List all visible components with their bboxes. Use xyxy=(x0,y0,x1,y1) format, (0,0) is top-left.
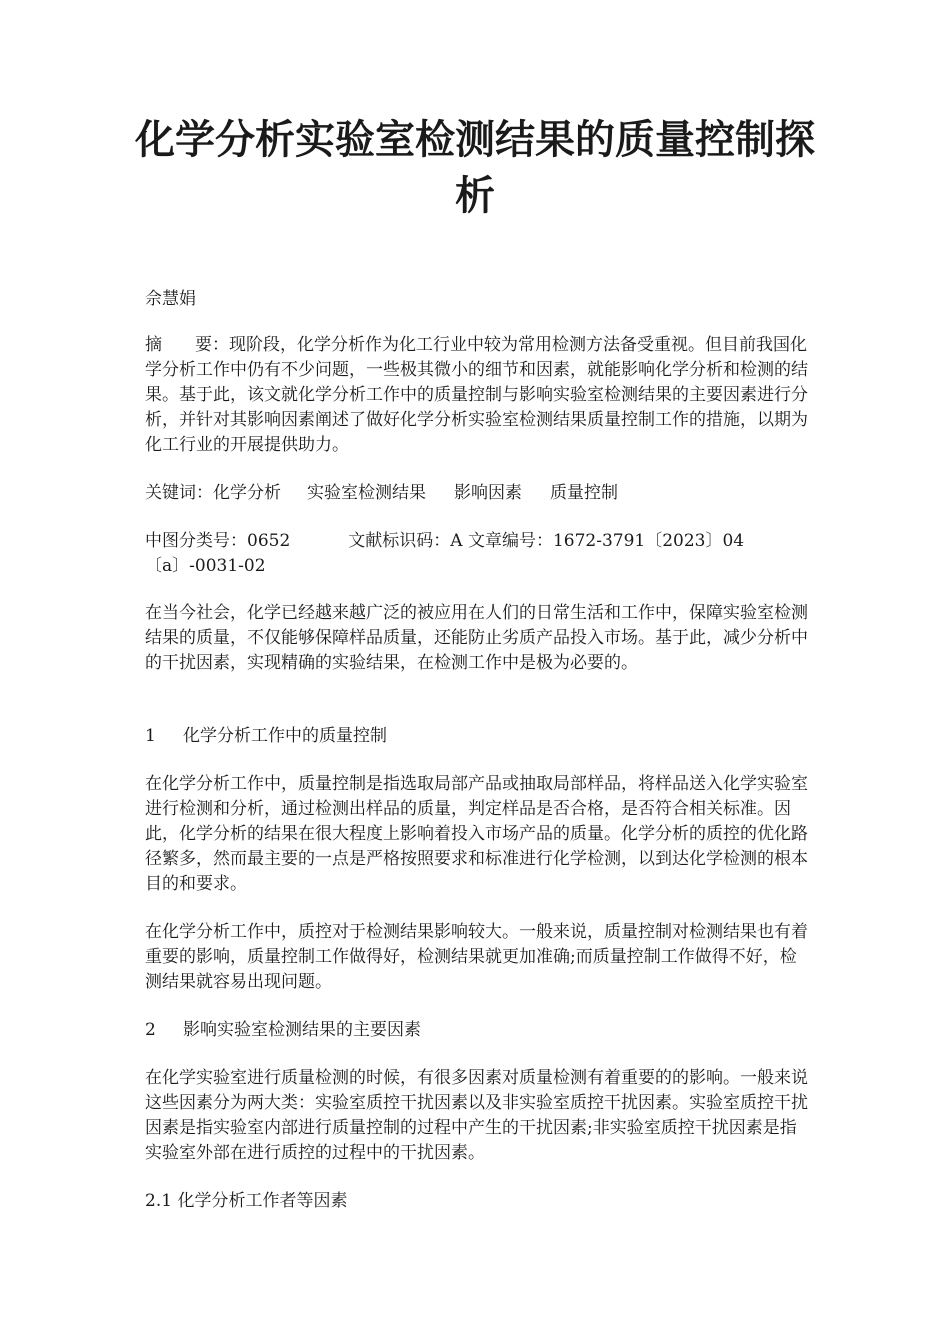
author-name: 佘慧娟 xyxy=(145,289,196,309)
intro-paragraph: 在当今社会，化学已经越来越广泛的被应用在人们的日常生活和工作中，保障实验室检测结果的质量，不仅能够保障样品质量，还能防止劣质产品投入市场。基于此，减少分析中的干扰因素，实现精确的实验结果，在检测工作中是极为必要的。 xyxy=(145,603,808,673)
abstract-label-a: 摘 xyxy=(145,335,162,355)
section-number: 2 xyxy=(145,1020,156,1040)
keyword-item: 化学分析 xyxy=(213,483,281,503)
body-paragraph: 在化学分析工作中，质控对于检测结果影响较大。一般来说，质量控制对检测结果也有着重要的影响，质量控制工作做得好，检测结果就更加准确;而质量控制工作做得不好，检测结果就容易出现问题。 xyxy=(145,922,808,992)
keyword-item: 实验室检测结果 xyxy=(307,483,426,503)
clc-number: 中图分类号：0652 xyxy=(145,531,291,551)
abstract-paragraph xyxy=(145,333,810,458)
classification-line xyxy=(145,529,810,579)
section-heading xyxy=(145,724,810,749)
section-title: 影响实验室检测结果的主要因素 xyxy=(183,1020,421,1040)
subsection-title: 化学分析工作者等因素 xyxy=(177,1191,348,1211)
keyword-item: 质量控制 xyxy=(550,483,618,503)
section-title: 化学分析工作中的质量控制 xyxy=(183,726,387,746)
abstract-label-b: 要： xyxy=(195,335,229,355)
section-heading xyxy=(145,1018,810,1043)
doc-code: 文献标识码：A xyxy=(348,531,463,551)
abstract-text: 现阶段，化学分析作为化工行业中较为常用检测方法备受重视。但目前我国化学分析工作中仍有不少问题，一些极其微小的细节和因素，就能影响化学分析和检测的结果。基于此，该文就化学分析工作中的质量控制与影响实验室检测结果的主要因素进行分析，并针对其影响因素阐述了做好化学分析实验室检测结果质量控制工作的措施，以期为化工行业的开展提供助力。 xyxy=(145,335,808,455)
keywords-line xyxy=(145,481,810,506)
article-number: 文章编号：1672-3791〔2023〕04〔a〕-0031-02 xyxy=(145,531,745,576)
subsection-heading xyxy=(145,1189,810,1214)
keyword-item: 影响因素 xyxy=(454,483,522,503)
document-title: 化学分析实验室检测结果的质量控制探析 xyxy=(135,116,815,219)
section-number: 1 xyxy=(145,726,156,746)
keywords-label: 关键词： xyxy=(145,483,213,503)
body-paragraph: 在化学分析工作中，质量控制是指选取局部产品或抽取局部样品，将样品送入化学实验室进行检测和分析，通过检测出样品的质量，判定样品是否合格，是否符合相关标准。因此，化学分析的结果在很大程度上影响着投入市场产品的质量。化学分析的质控的优化路径繁多，然而最主要的一点是严格按照要求和标准进行化学检测，以到达化学检测的根本目的和要求。 xyxy=(145,774,808,894)
body-paragraph: 在化学实验室进行质量检测的时候，有很多因素对质量检测有着重要的的影响。一般来说这些因素分为两大类：实验室质控干扰因素以及非实验室质控干扰因素。实验室质控干扰因素是指实验室内部进行质量控制的过程中产生的干扰因素;非实验室质控干扰因素是指实验室外部在进行质控的过程中的干扰因素。 xyxy=(145,1068,808,1163)
subsection-number: 2.1 xyxy=(145,1191,173,1211)
